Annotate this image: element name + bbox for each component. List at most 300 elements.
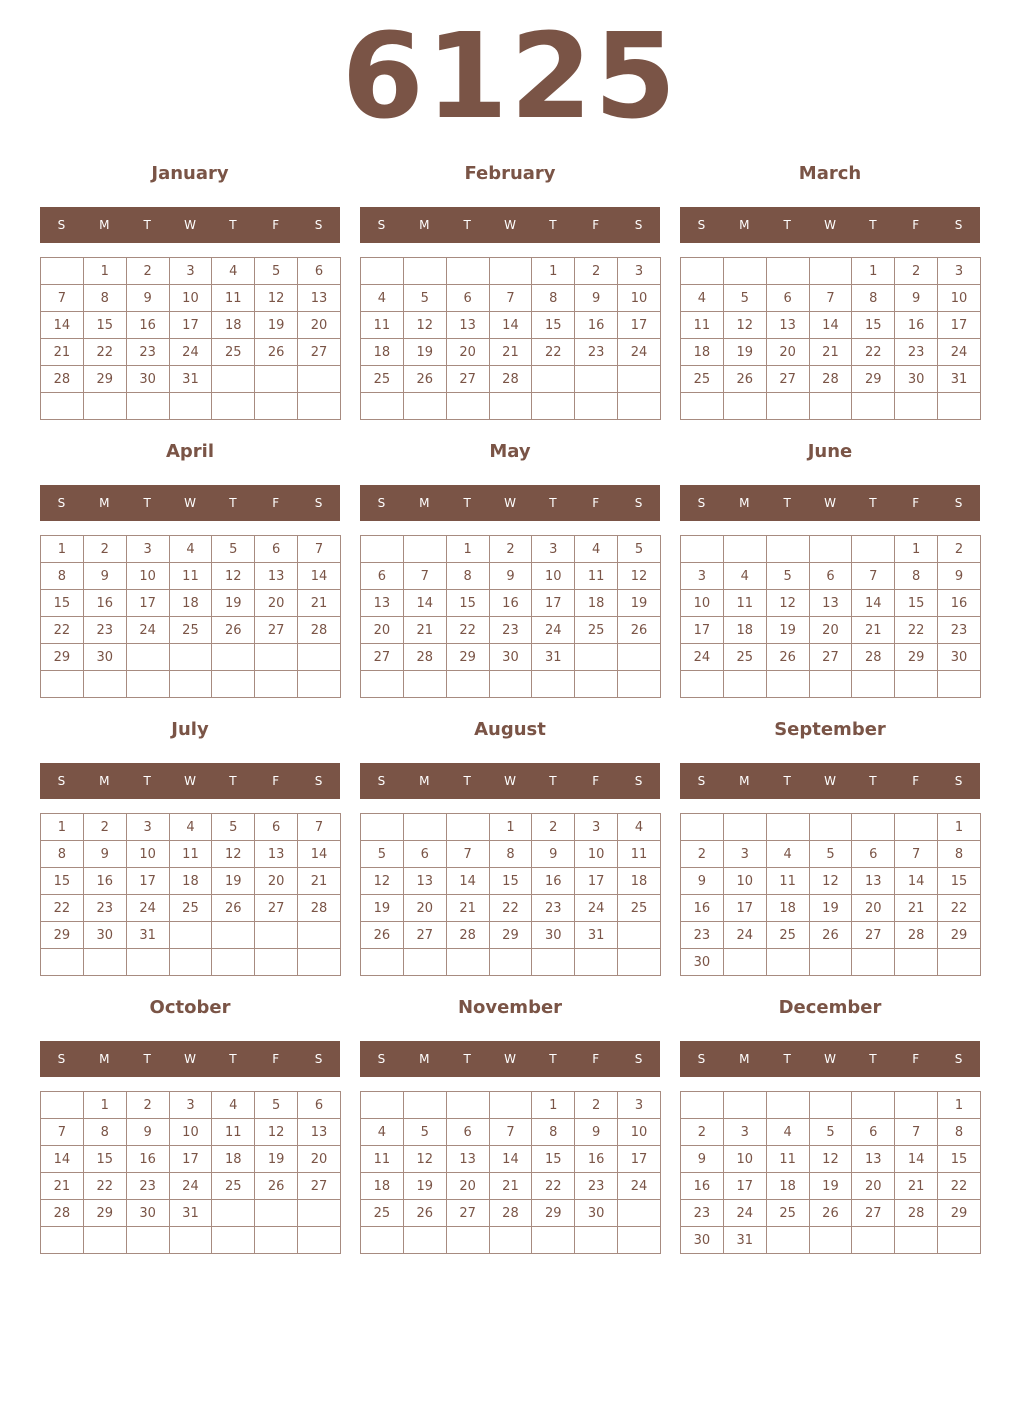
empty-cell	[723, 1092, 766, 1119]
day-cell: 29	[895, 644, 938, 671]
day-cell: 24	[723, 1200, 766, 1227]
day-cell: 28	[41, 1200, 84, 1227]
week-row	[361, 1200, 661, 1227]
empty-cell	[126, 393, 169, 420]
empty-cell	[212, 671, 255, 698]
empty-cell	[446, 393, 489, 420]
day-cell: 28	[489, 1200, 532, 1227]
month-name: December	[778, 997, 882, 1018]
weekday-header: W	[504, 774, 516, 788]
day-cell: 13	[255, 563, 298, 590]
month-september	[680, 714, 980, 982]
day-cell: 3	[938, 258, 981, 285]
week-row	[41, 1092, 341, 1119]
week-row	[681, 922, 981, 949]
day-cell: 23	[681, 922, 724, 949]
day-cell: 12	[618, 563, 661, 590]
weekday-header: S	[954, 1052, 963, 1066]
weekday-header: M	[739, 496, 750, 510]
day-cell: 15	[852, 312, 895, 339]
weekday-header: S	[57, 218, 66, 232]
day-cell: 7	[446, 841, 489, 868]
empty-cell	[169, 922, 212, 949]
week-row	[41, 1146, 341, 1173]
weekday-header: M	[99, 218, 110, 232]
day-cell: 17	[723, 895, 766, 922]
empty-cell	[403, 814, 446, 841]
empty-cell	[618, 393, 661, 420]
day-cell: 14	[895, 1146, 938, 1173]
empty-cell	[403, 949, 446, 976]
empty-cell	[41, 258, 84, 285]
day-cell: 21	[489, 339, 532, 366]
day-cell: 28	[895, 1200, 938, 1227]
day-cell: 18	[618, 868, 661, 895]
day-cell: 11	[169, 841, 212, 868]
empty-cell	[255, 671, 298, 698]
empty-cell	[361, 949, 404, 976]
weekday-header: F	[912, 218, 920, 232]
week-row	[681, 814, 981, 841]
day-cell: 8	[489, 841, 532, 868]
weekday-header-row	[360, 763, 660, 799]
empty-cell	[212, 1200, 255, 1227]
empty-cell	[126, 1227, 169, 1254]
empty-cell	[766, 393, 809, 420]
day-cell: 12	[809, 868, 852, 895]
weekday-header: T	[229, 496, 237, 510]
weekday-header: T	[229, 218, 237, 232]
empty-cell	[681, 536, 724, 563]
day-cell: 11	[212, 1119, 255, 1146]
empty-cell	[83, 393, 126, 420]
day-cell: 14	[41, 312, 84, 339]
days-table	[360, 257, 661, 420]
day-cell: 3	[618, 258, 661, 285]
day-cell: 26	[723, 366, 766, 393]
day-cell: 15	[83, 1146, 126, 1173]
day-cell: 20	[255, 868, 298, 895]
day-cell: 2	[489, 536, 532, 563]
weekday-header: M	[419, 1052, 430, 1066]
empty-cell	[895, 671, 938, 698]
day-cell: 17	[169, 312, 212, 339]
day-cell: 9	[575, 1119, 618, 1146]
week-row	[361, 922, 661, 949]
empty-cell	[298, 671, 341, 698]
day-cell: 22	[532, 339, 575, 366]
weekday-header: W	[824, 774, 836, 788]
empty-cell	[83, 671, 126, 698]
weekday-header-row	[40, 485, 340, 521]
day-cell: 19	[809, 1173, 852, 1200]
day-cell: 31	[532, 644, 575, 671]
month-august	[360, 714, 660, 982]
weekday-header: T	[549, 1052, 557, 1066]
day-cell: 1	[446, 536, 489, 563]
week-row	[361, 1146, 661, 1173]
day-cell: 4	[361, 285, 404, 312]
day-cell: 1	[83, 258, 126, 285]
empty-cell	[403, 671, 446, 698]
empty-cell	[852, 1227, 895, 1254]
week-row	[41, 1227, 341, 1254]
day-cell: 7	[895, 841, 938, 868]
day-cell: 21	[852, 617, 895, 644]
day-cell: 25	[618, 895, 661, 922]
weekday-header: T	[549, 218, 557, 232]
day-cell: 12	[809, 1146, 852, 1173]
empty-cell	[403, 1227, 446, 1254]
day-cell: 20	[852, 895, 895, 922]
day-cell: 10	[681, 590, 724, 617]
empty-cell	[169, 671, 212, 698]
day-cell: 19	[766, 617, 809, 644]
day-cell: 21	[298, 590, 341, 617]
year-title: 6125	[341, 7, 679, 145]
day-cell: 26	[809, 1200, 852, 1227]
weekday-header: S	[57, 774, 66, 788]
day-cell: 24	[126, 895, 169, 922]
day-cell: 29	[83, 1200, 126, 1227]
weekday-header: S	[377, 496, 386, 510]
day-cell: 25	[361, 1200, 404, 1227]
week-row	[41, 1119, 341, 1146]
weekday-header: W	[184, 218, 196, 232]
empty-cell	[298, 366, 341, 393]
empty-cell	[361, 258, 404, 285]
empty-cell	[618, 1227, 661, 1254]
empty-cell	[938, 393, 981, 420]
day-cell: 13	[446, 312, 489, 339]
day-cell: 28	[41, 366, 84, 393]
empty-cell	[532, 949, 575, 976]
day-cell: 16	[126, 1146, 169, 1173]
day-cell: 24	[938, 339, 981, 366]
day-cell: 16	[895, 312, 938, 339]
empty-cell	[212, 1227, 255, 1254]
day-cell: 10	[532, 563, 575, 590]
week-row	[41, 841, 341, 868]
week-row	[681, 1119, 981, 1146]
weekday-header: F	[912, 496, 920, 510]
empty-cell	[575, 671, 618, 698]
day-cell: 3	[723, 841, 766, 868]
day-cell: 31	[575, 922, 618, 949]
weekday-header: W	[184, 496, 196, 510]
weekday-header: M	[739, 774, 750, 788]
day-cell: 14	[41, 1146, 84, 1173]
day-cell: 11	[169, 563, 212, 590]
day-cell: 15	[532, 312, 575, 339]
day-cell: 20	[255, 590, 298, 617]
weekday-header: F	[272, 218, 280, 232]
day-cell: 5	[809, 841, 852, 868]
day-cell: 31	[126, 922, 169, 949]
empty-cell	[298, 922, 341, 949]
day-cell: 2	[126, 1092, 169, 1119]
empty-cell	[575, 366, 618, 393]
empty-cell	[618, 671, 661, 698]
weekday-header: F	[272, 496, 280, 510]
day-cell: 9	[83, 841, 126, 868]
day-cell: 15	[83, 312, 126, 339]
day-cell: 26	[212, 895, 255, 922]
day-cell: 8	[938, 841, 981, 868]
day-cell: 11	[575, 563, 618, 590]
day-cell: 31	[723, 1227, 766, 1254]
empty-cell	[41, 393, 84, 420]
day-cell: 10	[575, 841, 618, 868]
day-cell: 6	[852, 841, 895, 868]
day-cell: 14	[809, 312, 852, 339]
day-cell: 8	[532, 285, 575, 312]
week-row	[361, 814, 661, 841]
weekday-header-row	[680, 763, 980, 799]
month-october	[40, 992, 340, 1260]
month-july	[40, 714, 340, 982]
day-cell: 24	[681, 644, 724, 671]
empty-cell	[489, 1227, 532, 1254]
week-row	[361, 536, 661, 563]
day-cell: 14	[446, 868, 489, 895]
empty-cell	[809, 258, 852, 285]
weekday-header: W	[824, 496, 836, 510]
day-cell: 22	[938, 895, 981, 922]
empty-cell	[681, 1092, 724, 1119]
weekday-header: T	[549, 774, 557, 788]
day-cell: 27	[446, 366, 489, 393]
day-cell: 24	[618, 339, 661, 366]
empty-cell	[361, 1092, 404, 1119]
day-cell: 19	[212, 590, 255, 617]
weekday-header: S	[377, 774, 386, 788]
week-row	[681, 868, 981, 895]
day-cell: 7	[852, 563, 895, 590]
weekday-header: S	[377, 218, 386, 232]
day-cell: 11	[618, 841, 661, 868]
day-cell: 29	[532, 1200, 575, 1227]
week-row	[41, 644, 341, 671]
day-cell: 27	[298, 339, 341, 366]
day-cell: 8	[446, 563, 489, 590]
day-cell: 22	[83, 339, 126, 366]
month-name: October	[149, 997, 231, 1018]
day-cell: 21	[41, 339, 84, 366]
week-row	[681, 644, 981, 671]
day-cell: 2	[575, 1092, 618, 1119]
day-cell: 22	[41, 895, 84, 922]
empty-cell	[809, 949, 852, 976]
day-cell: 19	[255, 312, 298, 339]
weekday-header-row	[40, 763, 340, 799]
empty-cell	[83, 1227, 126, 1254]
day-cell: 8	[41, 841, 84, 868]
month-name: May	[489, 441, 531, 462]
weekday-header: T	[463, 1052, 471, 1066]
day-cell: 14	[403, 590, 446, 617]
day-cell: 20	[766, 339, 809, 366]
day-cell: 22	[446, 617, 489, 644]
weekday-header: F	[592, 496, 600, 510]
day-cell: 1	[41, 814, 84, 841]
day-cell: 28	[895, 922, 938, 949]
day-cell: 11	[361, 312, 404, 339]
day-cell: 27	[446, 1200, 489, 1227]
day-cell: 1	[852, 258, 895, 285]
month-may	[360, 436, 660, 704]
weekday-header: T	[463, 218, 471, 232]
empty-cell	[532, 671, 575, 698]
week-row	[41, 949, 341, 976]
empty-cell	[809, 814, 852, 841]
empty-cell	[852, 536, 895, 563]
month-january	[40, 158, 340, 426]
day-cell: 9	[489, 563, 532, 590]
day-cell: 22	[41, 617, 84, 644]
empty-cell	[41, 1227, 84, 1254]
empty-cell	[41, 1092, 84, 1119]
days-table	[40, 257, 341, 420]
day-cell: 17	[618, 1146, 661, 1173]
empty-cell	[446, 949, 489, 976]
week-row	[681, 949, 981, 976]
week-row	[361, 1173, 661, 1200]
empty-cell	[618, 644, 661, 671]
day-cell: 18	[361, 339, 404, 366]
day-cell: 20	[852, 1173, 895, 1200]
day-cell: 30	[681, 949, 724, 976]
week-row	[681, 1200, 981, 1227]
week-row	[41, 1173, 341, 1200]
empty-cell	[126, 644, 169, 671]
day-cell: 30	[575, 1200, 618, 1227]
day-cell: 28	[403, 644, 446, 671]
empty-cell	[361, 1227, 404, 1254]
weekday-header: T	[783, 496, 791, 510]
day-cell: 18	[681, 339, 724, 366]
day-cell: 7	[298, 536, 341, 563]
day-cell: 15	[41, 590, 84, 617]
day-cell: 27	[361, 644, 404, 671]
empty-cell	[489, 258, 532, 285]
empty-cell	[723, 949, 766, 976]
day-cell: 27	[809, 644, 852, 671]
day-cell: 6	[255, 814, 298, 841]
day-cell: 7	[298, 814, 341, 841]
month-name: January	[151, 163, 229, 184]
day-cell: 27	[255, 895, 298, 922]
weekday-header-row	[360, 485, 660, 521]
empty-cell	[766, 949, 809, 976]
month-june	[680, 436, 980, 704]
empty-cell	[618, 366, 661, 393]
day-cell: 8	[852, 285, 895, 312]
month-name: March	[798, 163, 862, 184]
empty-cell	[255, 644, 298, 671]
day-cell: 26	[255, 1173, 298, 1200]
day-cell: 24	[575, 895, 618, 922]
empty-cell	[255, 393, 298, 420]
weekday-header-row	[360, 1041, 660, 1077]
day-cell: 16	[532, 868, 575, 895]
day-cell: 16	[489, 590, 532, 617]
day-cell: 22	[532, 1173, 575, 1200]
day-cell: 4	[212, 258, 255, 285]
week-row	[361, 868, 661, 895]
day-cell: 12	[255, 285, 298, 312]
day-cell: 29	[938, 1200, 981, 1227]
day-cell: 9	[681, 1146, 724, 1173]
empty-cell	[681, 671, 724, 698]
day-cell: 30	[126, 366, 169, 393]
weekday-header: S	[377, 1052, 386, 1066]
day-cell: 7	[809, 285, 852, 312]
month-name: July	[171, 719, 209, 740]
day-cell: 28	[489, 366, 532, 393]
empty-cell	[575, 393, 618, 420]
week-row	[41, 590, 341, 617]
empty-cell	[298, 644, 341, 671]
day-cell: 30	[895, 366, 938, 393]
day-cell: 25	[766, 1200, 809, 1227]
day-cell: 10	[618, 285, 661, 312]
day-cell: 26	[766, 644, 809, 671]
weekday-header: S	[314, 774, 323, 788]
week-row	[361, 285, 661, 312]
week-row	[41, 814, 341, 841]
day-cell: 24	[126, 617, 169, 644]
day-cell: 28	[298, 895, 341, 922]
day-cell: 19	[723, 339, 766, 366]
day-cell: 3	[618, 1092, 661, 1119]
weekday-header: S	[57, 1052, 66, 1066]
day-cell: 6	[361, 563, 404, 590]
day-cell: 4	[212, 1092, 255, 1119]
day-cell: 4	[766, 841, 809, 868]
empty-cell	[403, 536, 446, 563]
day-cell: 25	[169, 895, 212, 922]
days-table	[680, 813, 981, 976]
empty-cell	[618, 1200, 661, 1227]
weekday-header: F	[272, 1052, 280, 1066]
week-row	[681, 366, 981, 393]
week-row	[41, 563, 341, 590]
month-name: September	[774, 719, 886, 740]
day-cell: 13	[766, 312, 809, 339]
day-cell: 22	[938, 1173, 981, 1200]
month-february	[360, 158, 660, 426]
day-cell: 10	[169, 1119, 212, 1146]
empty-cell	[255, 1227, 298, 1254]
day-cell: 2	[681, 1119, 724, 1146]
empty-cell	[212, 949, 255, 976]
day-cell: 2	[938, 536, 981, 563]
day-cell: 25	[361, 366, 404, 393]
day-cell: 13	[255, 841, 298, 868]
day-cell: 14	[895, 868, 938, 895]
day-cell: 12	[766, 590, 809, 617]
weekday-header: T	[229, 774, 237, 788]
day-cell: 6	[809, 563, 852, 590]
day-cell: 30	[532, 922, 575, 949]
day-cell: 27	[852, 922, 895, 949]
empty-cell	[809, 1092, 852, 1119]
day-cell: 28	[852, 644, 895, 671]
empty-cell	[938, 671, 981, 698]
day-cell: 3	[126, 814, 169, 841]
day-cell: 15	[532, 1146, 575, 1173]
